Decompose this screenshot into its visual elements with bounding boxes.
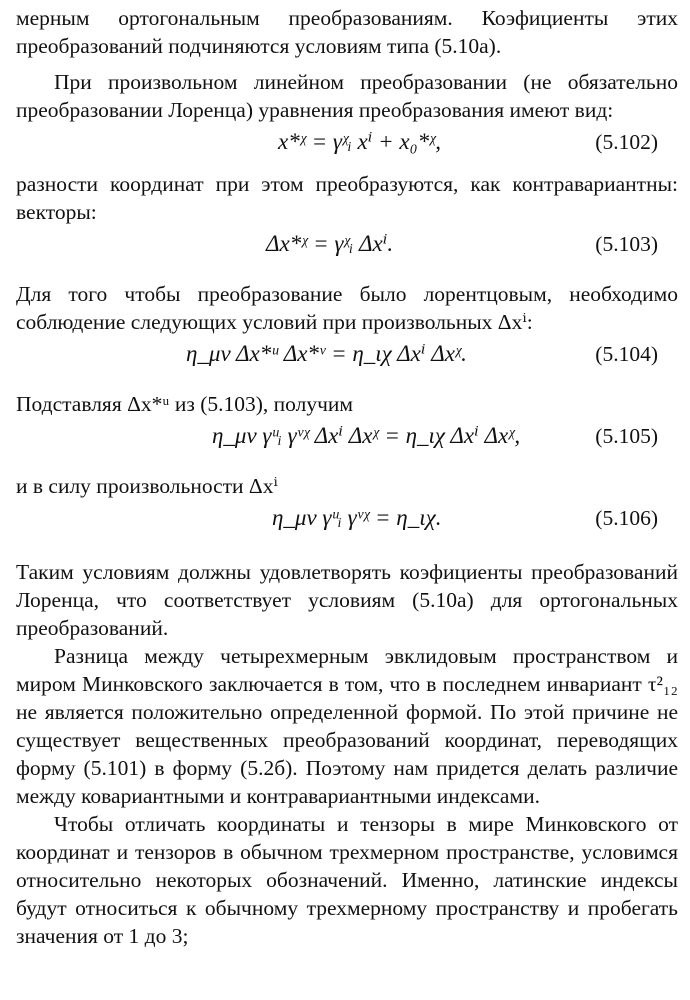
paragraph-3: разности координат при этом преобразуются, как контравариантны: векторы: — [16, 172, 678, 224]
equation-number: (5.105) — [595, 424, 658, 448]
equation-5-103 — [16, 230, 678, 268]
paragraph-5: Подставляя Δx*ᵘ из (5.103), получим — [16, 392, 354, 416]
paragraph-2: При произвольном линейном преобразовании (не обязательно преобразовании Лоренца) уравнения преобразования имеют вид: — [16, 70, 678, 122]
equation-5-105 — [16, 422, 678, 460]
equation-number: (5.106) — [595, 506, 658, 530]
equation-5-104 — [16, 340, 678, 378]
equation-number: (5.104) — [595, 342, 658, 366]
paragraph-7: Таким условиям должны удовлетворять коэфициенты преобразований Лоренца, что соответствует условиям (5.10а) для ортогональных преобразований. — [16, 560, 678, 640]
paragraph-8: Разница между четырехмерным эвклидовым пространством и миром Минковского заключается в том, что в последнем инвариант τ²₁₂ не является положительно определенной формой. По этой причине не существует вещественных преобразований координат, переводящих форму (5.101) в форму (5.2б). Поэтому нам придется делать различие между ковариантными и контравариантными индексами. — [16, 644, 678, 808]
equation-formula: η_μν γᵘᵢ γᵛᵡ = η_ιχ. — [272, 505, 442, 530]
equation-5-102 — [16, 128, 678, 166]
equation-formula: x*ᵡ = γᵡᵢ xⁱ + x₀*ᵡ, — [278, 129, 442, 154]
paragraph-9: Чтобы отличать координаты и тензоры в мире Минковского от координат и тензоров в обычном трехмерном пространстве, условимся относительно некоторых обозначений. Именно, латинские индексы будут относиться к обычному трехмерному пространству и пробегать значения от 1 до 3; — [16, 812, 678, 948]
equation-formula: Δx*ᵡ = γᵡᵢ Δxⁱ. — [266, 231, 394, 256]
paragraph-6: и в силу произвольности Δxⁱ — [16, 474, 278, 498]
equation-number: (5.102) — [595, 130, 658, 154]
paragraph-1: мерным ортогональным преобразованиям. Коэфициенты этих преобразований подчиняются условиям типа (5.10а). — [16, 6, 678, 58]
equation-number: (5.103) — [595, 232, 658, 256]
equation-formula: η_μν γᵘᵢ γᵛᵡ Δxⁱ Δxᵡ = η_ιχ Δxⁱ Δxᵡ, — [212, 423, 521, 448]
paragraph-4: Для того чтобы преобразование было лорентцовым, необходимо соблюдение следующих условий при произвольных Δxⁱ: — [16, 282, 678, 334]
equation-formula: η_μν Δx*ᵘ Δx*ᵛ = η_ιχ Δxⁱ Δxᵡ. — [186, 341, 467, 366]
equation-5-106 — [16, 504, 678, 542]
